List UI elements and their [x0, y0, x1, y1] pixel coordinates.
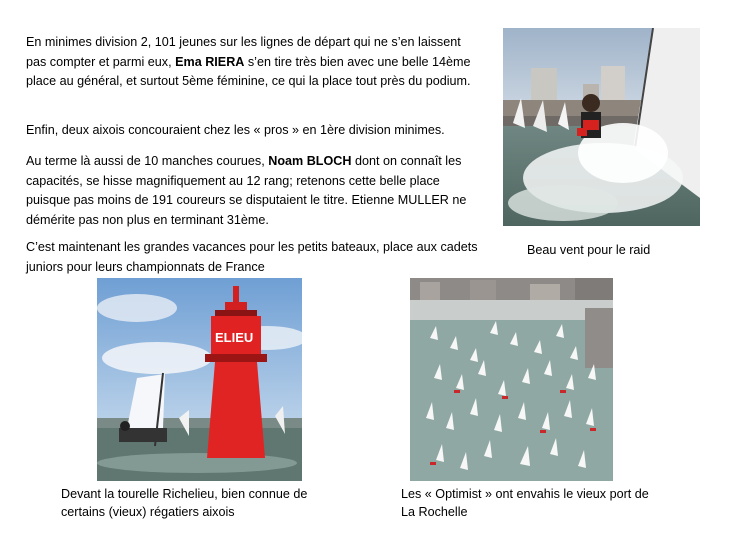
paragraph-division-1: Enfin, deux aixois concouraient chez les « pros » en 1ère division minimes.: [26, 123, 445, 137]
caption-vieux-port: Les « Optimist » ont envahis le vieux port de La Rochelle: [401, 487, 649, 519]
paragraph-text: Au terme là aussi de 10 manches courues,: [26, 154, 269, 168]
caption-tourelle: Devant la tourelle Richelieu, bien connue de certains (vieux) régatiers aixois: [61, 487, 308, 519]
paragraph-ema-riera: [26, 33, 481, 92]
paragraph-text: En minimes division 2, 101 jeunes sur les lignes de départ qui ne s’en laissent pas compter et parmi eux,: [26, 35, 461, 69]
sailor-name-noam-bloch: Noam BLOCH: [268, 154, 352, 168]
paragraph-vacances: C’est maintenant les grandes vacances pour les petits bateaux, place aux cadets juniors pour leurs championnats de France: [26, 240, 478, 274]
tower-lettering: ELIEU: [215, 330, 254, 345]
photo-windy-optimist: [503, 28, 700, 226]
photo-tourelle-richelieu: [97, 278, 302, 481]
paragraph-text: dont on connaît les capacités, se hisse magnifiquement au 12 rang; retenons cette belle place puisque pas moins de 191 coureurs se disputaient le titre. Etienne MULLER ne démérite pas non plus en terminant 31ème.: [26, 154, 467, 227]
sailor-name-ema-riera: Ema RIERA: [175, 54, 245, 69]
paragraph-text: s’en tire très bien avec une belle 14ème place au général, et surtout 5ème féminine, ce qui la place tout près du podium.: [26, 54, 471, 89]
caption-beau-vent: Beau vent pour le raid: [527, 243, 651, 257]
paragraph-noam-bloch: [26, 152, 481, 230]
photo-vieux-port: [410, 278, 613, 481]
